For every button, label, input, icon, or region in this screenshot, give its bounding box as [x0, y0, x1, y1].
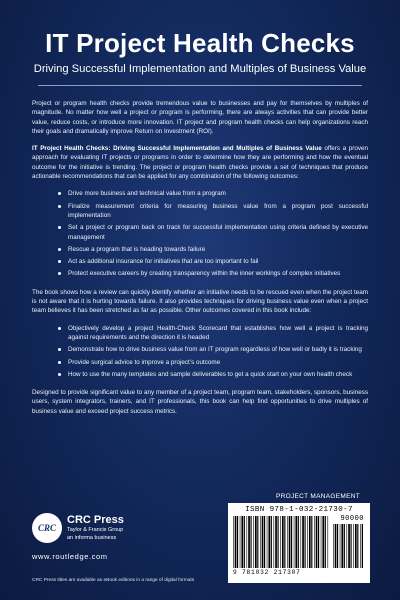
covered-item: Provide surgical advice to improve a project’s outcome [58, 358, 368, 367]
publisher-website: www.routledge.com [32, 552, 108, 561]
blurb-closing: Designed to provide significant value to any member of a project team, program team, stakeholders, sponsors, business users, system integrators, trainers, and IT professionals, this book can help find opportunities to drive multiples of business value and exceed project success metrics. [32, 389, 368, 415]
blurb-paragraph-2 [32, 144, 368, 181]
ebook-note: CRC Press titles are available as eBook editions in a range of digital formats [32, 578, 195, 583]
outcome-item: Finalize measurement criteria for measuring business value from a program post successful implementation [58, 202, 368, 221]
blurb-p2-text: offers a proven approach for evaluating IT projects or programs in order to determine how they are performing and how the eventual outcome for the initiative is trending. The project or program health checks provide a set of techniques that produce actionable recommendations that can be applied for any combination of the following outcomes: [32, 145, 369, 181]
title-divider [38, 85, 362, 86]
ean-digits: 9 781032 217307 [233, 569, 301, 576]
publisher-text [67, 514, 124, 542]
publisher-block [32, 513, 124, 543]
isbn-number: ISBN 978-1-032-21730-7 [245, 506, 353, 514]
crc-logo-icon [32, 513, 62, 543]
blurb-bold-title: IT Project Health Checks: Driving Successful Implementation and Multiples of Business Value [32, 145, 322, 153]
barcode-panel [228, 503, 370, 583]
price-code: 90000 [340, 515, 364, 523]
barcode-bars [233, 516, 365, 568]
outcome-item: Rescue a program that is heading towards failure [58, 245, 368, 254]
ean-barcode-icon [233, 516, 329, 568]
addon-barcode-icon [333, 524, 363, 568]
outcome-item: Set a project or program back on track for successful implementation using criteria defined by executive management [58, 223, 368, 242]
covered-item: Objectively develop a project Health-Check Scorecard that establishes how well a project is tracking against requirements and the direction it is headed [58, 324, 368, 343]
covered-item: How to use the many templates and sample deliverables to get a quick start on your own health check [58, 370, 368, 379]
blurb [32, 99, 368, 416]
outcome-item: Protect executive careers by creating transparency within the inner workings of complex initiatives [58, 269, 368, 278]
blurb-intro: Project or program health checks provide tremendous value to businesses and pay for themselves by multiples of magnitude. No matter how well a project or program is performing, there are always activities that can provide better value, reduce costs, or introduce more innovation. IT project and program health checks can help organizations reach their goals and dramatically improve Return on Investment (ROI). [32, 100, 368, 135]
covered-item: Demonstrate how to drive business value from an IT program regardless of how well or badly it is tracking [58, 345, 368, 354]
publisher-group: Taylor & Francis Group [67, 527, 124, 533]
outcome-item: Drive more business and technical value from a program [58, 189, 368, 198]
book-title: IT Project Health Checks [45, 28, 355, 58]
publisher-business: an informa business [67, 535, 117, 541]
logo-text: CRC [37, 523, 56, 533]
outcomes-list [32, 189, 368, 278]
covered-list [32, 324, 368, 379]
blurb-paragraph-3: The book shows how a review can quickly identify whether an initiative needs to be rescued even when the project team is not aware that it is hurting towards failure. It also provides techniques for driving business value even when a project team believes it has been stretched as far as possible. Other outcomes covered in this book include: [32, 288, 368, 315]
outcome-item: Act as additional insurance for initiatives that are too important to fail [58, 257, 368, 266]
category-label: PROJECT MANAGEMENT [275, 493, 360, 500]
book-subtitle: Driving Successful Implementation and Multiples of Business Value [33, 63, 367, 75]
publisher-name: CRC Press [67, 514, 124, 526]
